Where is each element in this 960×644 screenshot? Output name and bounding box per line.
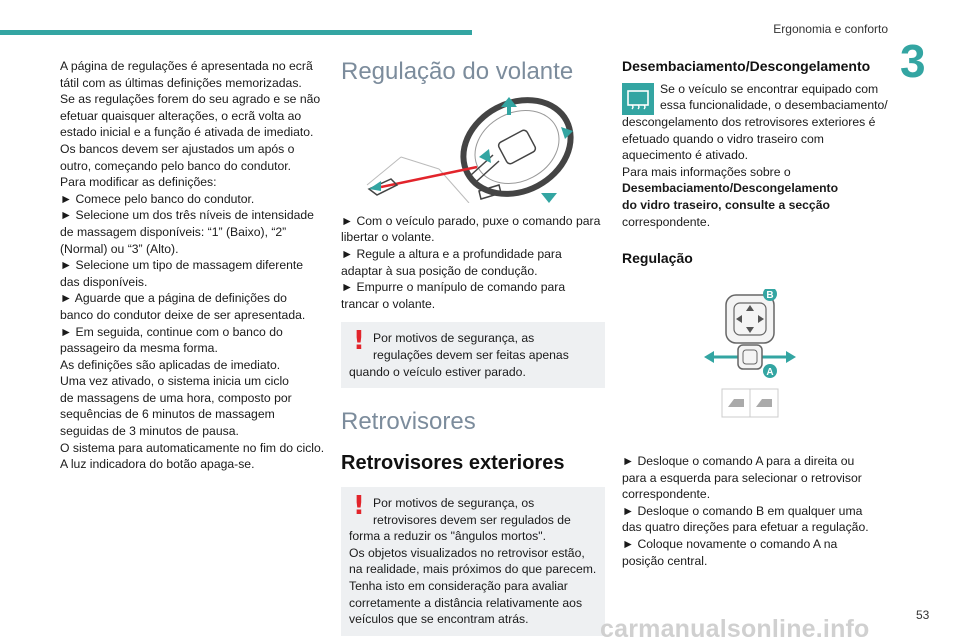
warning-line: veículos que se encontram atrás. [349, 612, 529, 627]
text-line: seguidas de 3 minutos de pausa. [60, 424, 239, 439]
safety-warning-box [341, 322, 605, 388]
warning-line: na realidade, mais próximos do que parecem. [349, 562, 597, 577]
column-2 [341, 58, 605, 636]
section-title: Ergonomia e conforto [773, 22, 888, 36]
text-line: aquecimento é ativado. [622, 148, 749, 163]
text-line: Desembaciamento/Descongelamento [622, 181, 839, 196]
text-line: para a esquerda para selecionar o retrovisor [622, 470, 862, 485]
heading-demisting: Desembaciamento/Descongelamento [622, 58, 871, 74]
warning-line: quando o veículo estiver parado. [349, 364, 526, 379]
text-line: das disponíveis. [60, 274, 148, 289]
text-line: ► Selecione um dos três níveis de intensidade [60, 208, 314, 223]
rear-defrost-icon [622, 83, 654, 115]
text-line: A luz indicadora do botão apaga-se. [60, 457, 255, 472]
safety-warning-box [341, 487, 605, 636]
top-accent-bar [0, 30, 472, 35]
text-line: ► Aguarde que a página de definições do [60, 291, 287, 306]
text-line: Os bancos devem ser ajustados um após o [60, 141, 295, 156]
text-line: ► Selecione um tipo de massagem diferente [60, 258, 304, 273]
label-b: B [766, 289, 774, 301]
column-1 [60, 58, 326, 473]
heading-steering-adjustment: Regulação do volante [341, 58, 574, 85]
text-line: ► Desloque o comando B em qualquer uma [622, 503, 863, 518]
label-a: A [766, 366, 774, 378]
text-line: das quatro direções para efetuar a regulação. [622, 520, 869, 535]
text-line: As definições são aplicadas de imediato. [60, 357, 281, 372]
warning-line: Os objetos visualizados no retrovisor estão, [349, 545, 585, 560]
text-line: sequências de 6 minutos de massagem [60, 407, 275, 422]
demisting-block [622, 81, 892, 230]
text-line: ► Empurre o manípulo de comando para [341, 280, 566, 295]
text-line: Se o veículo se encontrar equipado com [660, 81, 879, 96]
text-line: ► Regule a altura e a profundidade para [341, 246, 562, 261]
text-line: banco do condutor deixe de ser apresentada. [60, 307, 306, 322]
warning-line: retrovisores devem ser regulados de [373, 512, 571, 527]
chapter-number: 3 [900, 35, 926, 87]
warning-line: corretamente a distância relativamente aos [349, 595, 583, 610]
text-line: outro, começando pelo banco do condutor. [60, 158, 292, 173]
text-line: descongelamento dos retrovisores exteriores é [622, 114, 876, 129]
column-3 [622, 58, 892, 569]
text-line: efetuado quando o vidro traseiro com [622, 131, 824, 146]
text-line [622, 197, 892, 214]
page-number: 53 [916, 608, 930, 622]
text-line: libertar o volante. [341, 230, 435, 245]
warning-line: Por motivos de segurança, as [373, 331, 535, 346]
text-line: ► Coloque novamente o comando A na [622, 536, 838, 551]
text-line: ► Desloque o comando A para a direita ou [622, 453, 855, 468]
adjust-arrow-left [479, 149, 491, 163]
adjust-arrow-down [541, 193, 557, 203]
text-line: Uma vez ativado, o sistema inicia um ciclo [60, 374, 289, 389]
text-line: Para mais informações sobre o [622, 164, 791, 179]
warning-line: forma a reduzir os "ângulos mortos". [349, 529, 546, 544]
warning-line: regulações devem ser feitas apenas [373, 347, 569, 362]
text-line: (Normal) ou “3” (Alto). [60, 241, 179, 256]
heading-adjustment: Regulação [622, 250, 693, 267]
mirror-control-illustration [622, 289, 892, 439]
text-line: ► Em seguida, continue com o banco do [60, 324, 283, 339]
watermark: carmanualsonline.info [600, 615, 870, 643]
text-line: correspondente. [622, 214, 711, 229]
text-line: de massagem disponíveis: “1” (Baixo), “2” [60, 224, 287, 239]
text-line: correspondente. [622, 487, 711, 502]
text-line: Para modificar as definições: [60, 175, 217, 190]
warning-icon: ! [353, 326, 365, 357]
text-line: A página de regulações é apresentada no ecrã [60, 59, 313, 73]
warning-icon: ! [353, 490, 365, 521]
text-line: posição central. [622, 553, 708, 568]
bold-term: do vidro traseiro, consulte a secção [622, 197, 830, 212]
text-line: tátil com as últimas definições memorizadas. [60, 75, 302, 90]
heading-mirrors: Retrovisores [341, 408, 476, 436]
warning-line: Tenha isto em consideração para avaliar [349, 578, 568, 593]
heading-exterior-mirrors: Retrovisores exteriores [341, 451, 565, 474]
text-line: ► Com o veículo parado, puxe o comando para [341, 213, 601, 228]
text-line: de massagens de uma hora, composto por [60, 390, 292, 405]
text-line: trancar o volante. [341, 296, 436, 311]
text-line: Se as regulações forem do seu agrado e se não [60, 92, 321, 107]
text-line: ► Comece pelo banco do condutor. [60, 191, 255, 206]
text-line: passageiro da mesma forma. [60, 341, 218, 356]
steering-wheel-illustration [341, 95, 605, 203]
text-line: essa funcionalidade, o desembaciamento/ [660, 98, 888, 113]
text-line: adaptar à sua posição de condução. [341, 263, 538, 278]
text-line: efetuar quaisquer alterações, o ecrã volta ao [60, 108, 302, 123]
text-line: estado inicial e a função é ativada de imediato. [60, 125, 314, 140]
warning-line: Por motivos de segurança, os [373, 495, 535, 510]
text-line: O sistema para automaticamente no fim do ciclo. [60, 440, 325, 455]
